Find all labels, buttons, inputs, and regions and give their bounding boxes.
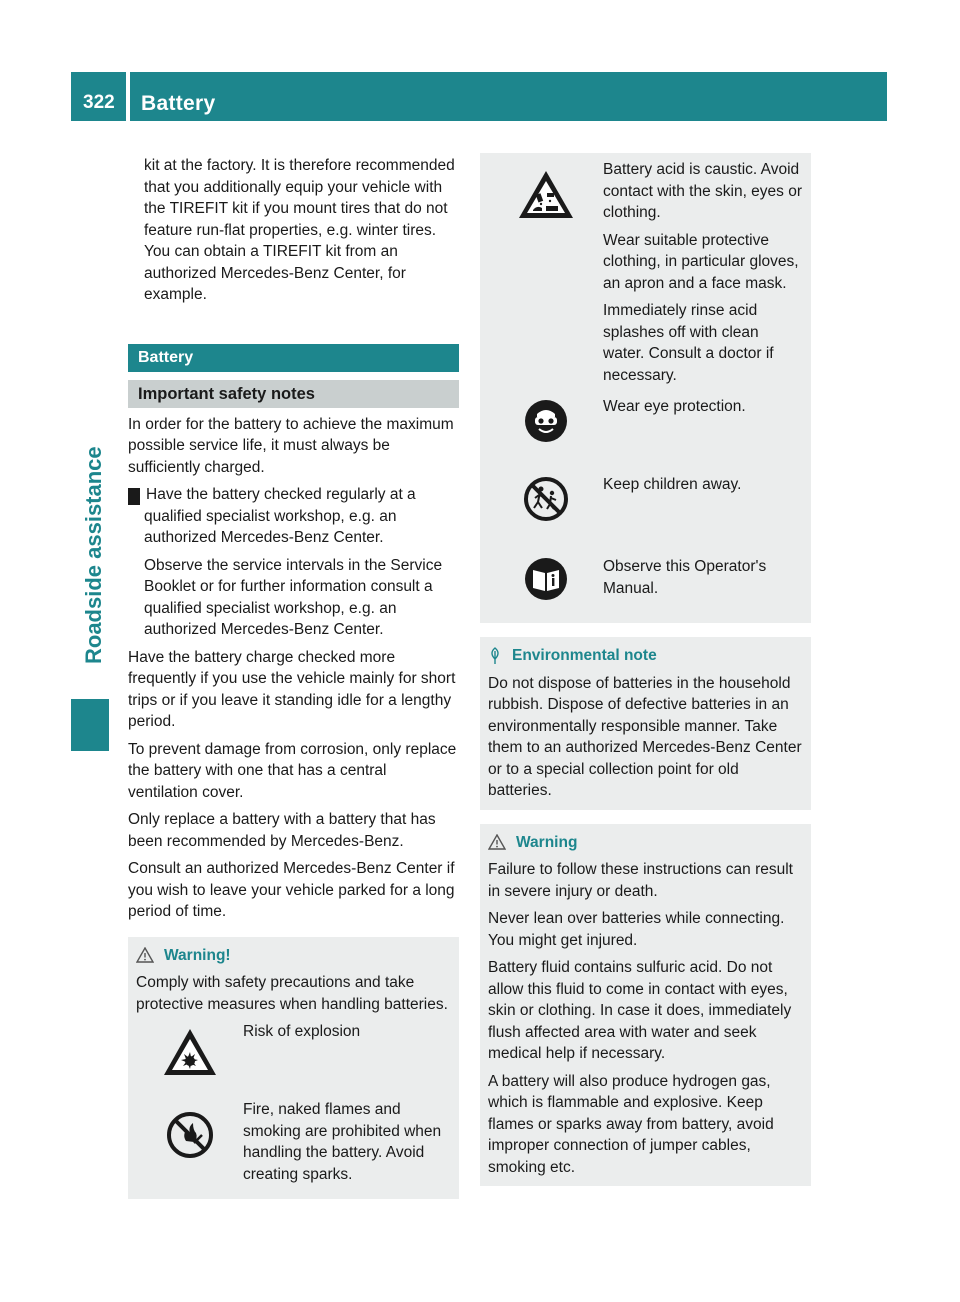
paragraph: Only replace a battery with a battery that has been recommended by Mercedes-Benz. (128, 811, 436, 850)
right-column (480, 153, 811, 1186)
warning-text: Comply with safety precautions and take protective measures when handling batteries. (136, 974, 448, 1013)
keep-children-away-icon (523, 476, 569, 522)
symbols-box (480, 153, 811, 623)
no-flames-icon (166, 1111, 214, 1159)
warning-title (488, 832, 803, 854)
note-paragraph-2: Observe the service intervals in the Service Booklet or for further information consult a qualified specialist workshop, e.g. an authorized Mercedes-Benz Center. (144, 556, 443, 638)
symbol-text: Risk of explosion (243, 1023, 361, 1040)
page-number: 322 (83, 92, 115, 113)
eye-protection-icon (524, 399, 568, 443)
symbol-row (136, 1099, 451, 1185)
warning-title-text: Warning! (164, 946, 231, 964)
page-header (71, 72, 887, 121)
symbol-text: Keep children away. (603, 476, 742, 493)
leaf-icon (488, 647, 502, 665)
environmental-note-text: Do not dispose of batteries in the household rubbish. Dispose of defective batteries in an environmentally responsible manner. Take them to an authorized Mercedes-Benz Center or to a special collection point for old batteries. (488, 674, 802, 799)
symbol-text: Wear eye protection. (603, 398, 746, 415)
side-tab-label: Roadside assistance (81, 446, 106, 664)
acid-text: Immediately rinse acid splashes off with clean water. Consult a doctor if necessary. (603, 302, 774, 384)
left-column (123, 155, 459, 1199)
subsection-heading: Important safety notes (128, 380, 459, 408)
exclamation-icon: ! (128, 488, 140, 505)
symbol-row (488, 396, 803, 468)
paragraph: To prevent damage from corrosion, only replace the battery with one that has a central ventilation cover. (128, 740, 457, 801)
section-heading: Battery (128, 344, 459, 372)
warning-text: Battery fluid contains sulfuric acid. Do not allow this fluid to come in contact with eyes, skin or clothing. In case it does, immediately flush affected area with water and seek medical help if necessary. (488, 959, 792, 1062)
paragraph: Consult an authorized Mercedes-Benz Center if you wish to leave your vehicle parked for a long period of time. (128, 860, 455, 920)
warning-title (136, 945, 451, 967)
warning-text: Failure to follow these instructions can result in severe injury or death. (488, 861, 793, 900)
intro-paragraph: kit at the factory. It is therefore recommended that you additionally equip your vehicle with the TIREFIT kit if you mount tires that do not feature run-flat properties, e.g. winter tires. You can obtain a TIREFIT kit from an authorized Mercedes-Benz Center, for example. (144, 157, 455, 303)
environmental-note-box (480, 637, 811, 810)
note-paragraph (123, 484, 459, 549)
header-separator (126, 72, 130, 121)
symbol-row (488, 159, 803, 392)
note-text: Have the battery checked regularly at a qualified specialist workshop, e.g. an authorized Mercedes-Benz Center. (144, 486, 416, 546)
warning-text: Never lean over batteries while connecting. You might get injured. (488, 910, 785, 949)
operators-manual-icon (524, 557, 568, 601)
symbol-row (136, 1021, 451, 1093)
acid-text: Battery acid is caustic. Avoid contact with the skin, eyes or clothing. (603, 161, 803, 221)
environmental-note-title-text: Environmental note (512, 647, 657, 664)
environmental-note-title (488, 645, 803, 667)
warning-triangle-icon (136, 947, 154, 963)
warning-title-text: Warning (516, 833, 578, 851)
warning-box (128, 937, 459, 1200)
symbol-row (488, 474, 803, 550)
acid-text: Wear suitable protective clothing, in particular gloves, an apron and a face mask. (603, 231, 799, 292)
warning-triangle-icon (488, 834, 506, 850)
symbol-text: Observe this Operator's Manual. (603, 558, 767, 597)
symbol-text: Fire, naked flames and smoking are prohibited when handling the battery. Avoid creating sparks. (243, 1101, 442, 1183)
warning-box (480, 824, 811, 1187)
warning-text: A battery will also produce hydrogen gas, which is flammable and explosive. Keep flames or sparks away from battery, avoid improper connection of jumper cables, smoking etc. (488, 1072, 774, 1176)
page-title: Battery (141, 92, 216, 115)
paragraph: Have the battery charge checked more frequently if you use the vehicle mainly for short trips or if you leave it standing idle for a lengthy period. (128, 648, 456, 730)
paragraph: In order for the battery to achieve the maximum possible service life, it must always be sufficiently charged. (128, 415, 454, 476)
symbol-row (488, 556, 803, 601)
side-tab-marker (71, 699, 109, 751)
explosion-warning-icon (162, 1027, 218, 1077)
corrosive-warning-icon (517, 169, 575, 221)
